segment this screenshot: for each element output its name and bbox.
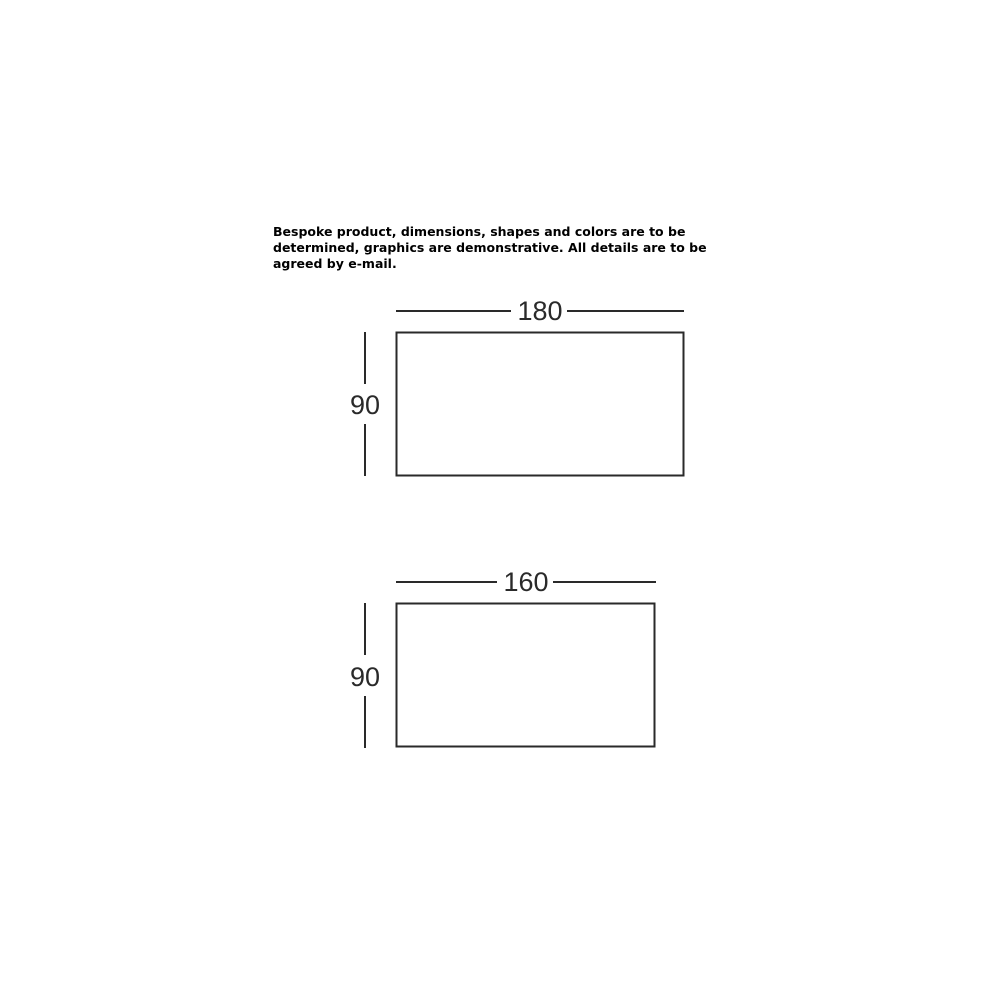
table-outline (397, 604, 655, 747)
disclaimer-line-3: agreed by e-mail. (273, 256, 397, 271)
table-outline (397, 333, 684, 476)
table-drawing-180x90 (350, 296, 684, 476)
disclaimer-line-1: Bespoke product, dimensions, shapes and colors are to be (273, 224, 686, 239)
disclaimer-line-2: determined, graphics are demonstrative. All details are to be (273, 240, 707, 255)
width-dimension-label: 160 (503, 567, 549, 597)
width-dimension-label: 180 (517, 296, 563, 326)
height-dimension-label: 90 (349, 390, 381, 420)
height-dimension-label: 90 (349, 662, 381, 692)
table-drawing-160x90 (350, 567, 656, 748)
